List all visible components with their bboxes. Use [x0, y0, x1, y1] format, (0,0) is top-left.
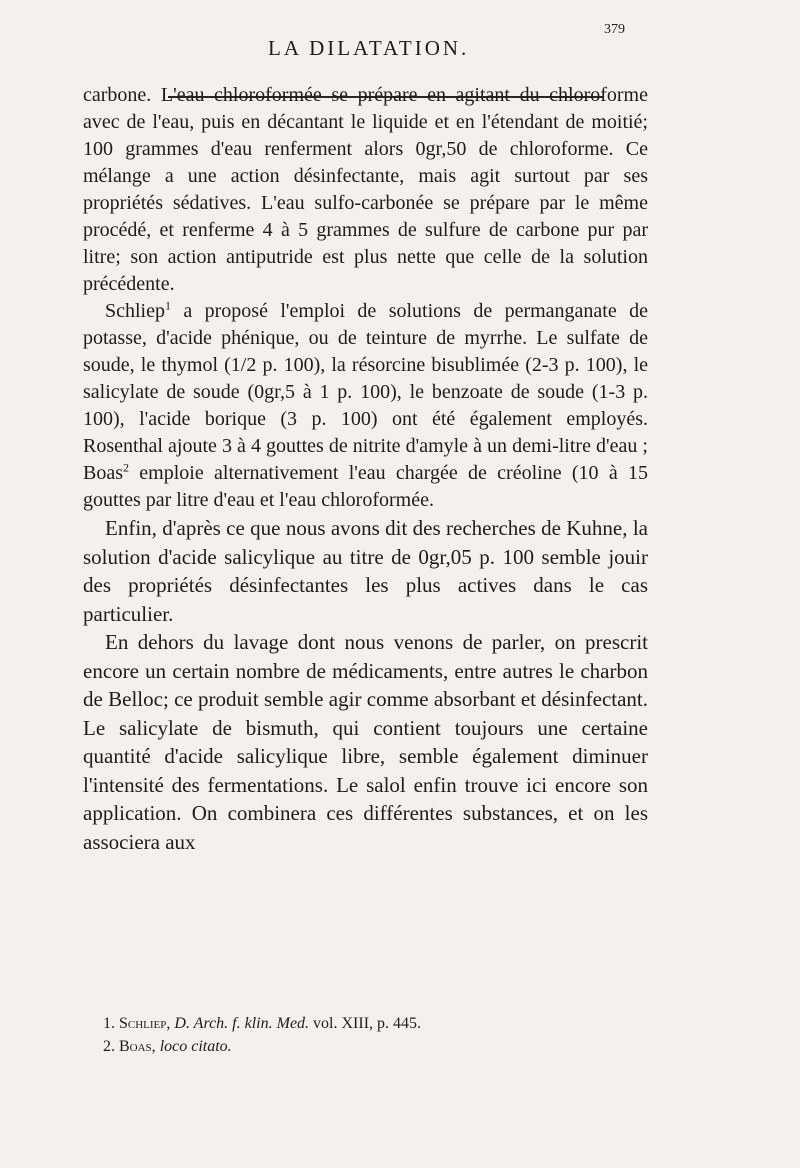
- paragraph-1: carbone. L'eau chloroformée se prépare en agitant du chloroforme avec de l'eau, puis en décantant le liquide et en l'étendant de moitié; 100 grammes d'eau renferment alors 0gr,50 de chloroforme. Ce mélange a une action désinfectante, mais agit surtout par ses propriétés sédatives. L'eau sulfo-carbonée se prépare par le même procédé, et renferme 4 à 5 grammes de sulfure de carbone pur par litre; son action antiputride est plus nette que celle de la solution précédente.: [83, 84, 648, 295]
- running-head: [0, 22, 800, 70]
- footnote-details: vol. XIII, p. 445.: [309, 1015, 422, 1032]
- paragraph-3: Enfin, d'après ce que nous avons dit des recherches de Kuhne, la solution d'acide salicylique au titre de 0gr,05 p. 100 semble jouir des propriétés désinfectantes les plus actives dans le cas particulier.: [83, 516, 648, 626]
- footnote-number: 1.: [103, 1015, 115, 1032]
- paragraph-2: [83, 298, 648, 514]
- paragraph-2-text-a: a proposé l'emploi de solutions de permanganate de potasse, d'acide phénique, ou de teinture de myrrhe. Le sulfate de soude, le thymol (1/2 p. 100), la résorcine bisublimée (2-3 p. 100), le salicylate de soude (0gr,5 à 1 p. 100), le benzoate de soude (1-3 p. 100), l'acide borique (3 p. 100) ont été également employés. Rosenthal ajoute 3 à 4 gouttes de nitrite d'amyle à un demi-litre d'eau ; Boas: [83, 300, 648, 484]
- footnotes: [83, 1012, 648, 1058]
- body-text: [83, 82, 648, 856]
- footnote-ref-1: 1: [165, 298, 171, 313]
- footnote-reference: loco citato.: [159, 1038, 232, 1055]
- author-schliep: Schliep: [105, 300, 165, 322]
- paragraph-4: En dehors du lavage dont nous venons de parler, on prescrit encore un certain nombre de médicaments, entre autres le charbon de Belloc; ce produit semble agir comme absorbant et désinfectant. Le salicylate de bismuth, qui contient toujours une certaine quantité d'acide salicylique libre, semble également diminuer l'intensité des fermentations. Le salol enfin trouve ici encore son application. On combinera ces différentes substances, et on les associera aux: [83, 630, 648, 854]
- footnote-number: 2.: [103, 1038, 115, 1055]
- running-title: LA DILATATION.: [268, 36, 470, 60]
- footnote-ref-2: 2: [123, 460, 129, 475]
- footnote-2: [83, 1035, 648, 1058]
- paragraph-2-text-b: emploie alternativement l'eau chargée de créoline (10 à 15 gouttes par litre d'eau et l'eau chloroformée.: [83, 462, 648, 511]
- footnote-1: [83, 1012, 648, 1035]
- footnote-author: Boas,: [119, 1038, 156, 1055]
- footnote-reference: D. Arch. f. klin. Med.: [174, 1015, 310, 1032]
- footnote-author: Schliep,: [119, 1015, 171, 1032]
- page-number: 379: [604, 22, 625, 37]
